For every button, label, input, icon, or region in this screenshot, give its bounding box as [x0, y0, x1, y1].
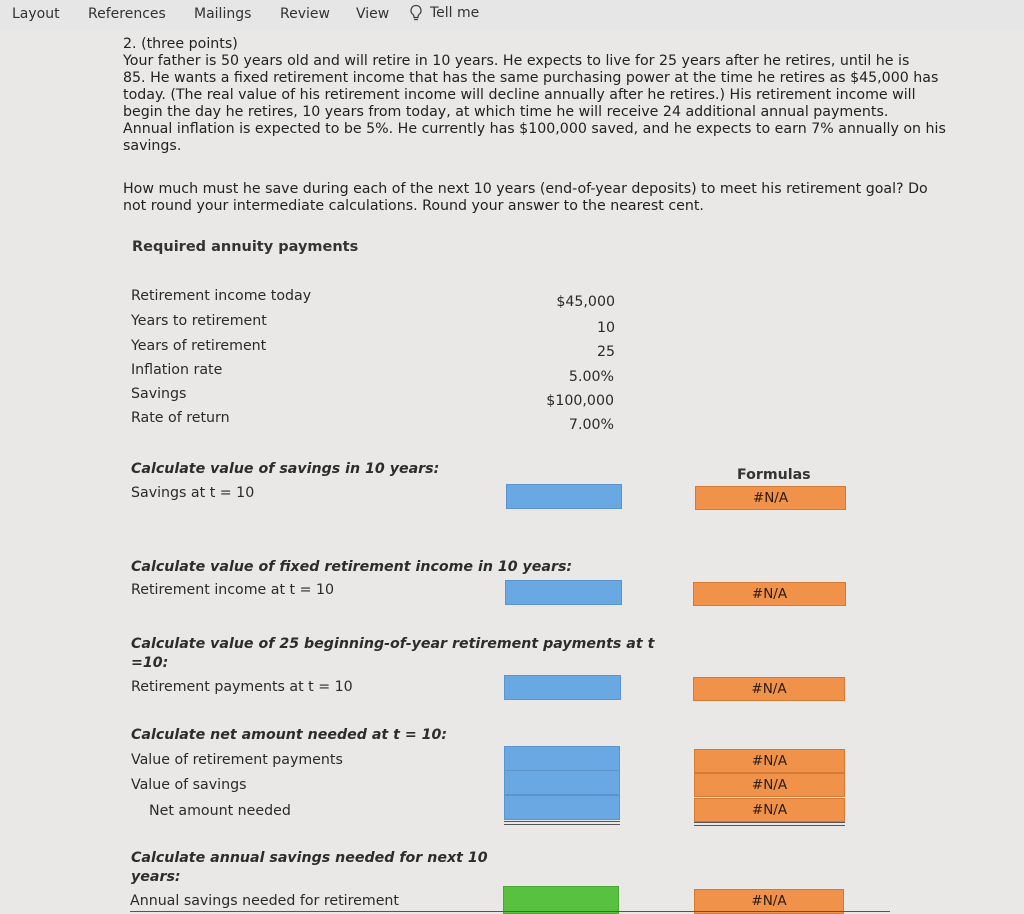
- value-retirement-payments-input-cell[interactable]: [504, 746, 620, 771]
- input-label: Inflation rate: [131, 362, 223, 378]
- section-heading-savings: Calculate value of savings in 10 years:: [131, 461, 440, 477]
- section-heading-net-amount: Calculate net amount needed at t = 10:: [131, 727, 448, 743]
- double-underline: [694, 825, 845, 826]
- question-header: [123, 36, 238, 53]
- section-heading-annual-savings: Calculate annual savings needed for next 10: [131, 850, 488, 866]
- row-label-savings-t10: Savings at t = 10: [131, 485, 255, 501]
- row-label-value-savings: Value of savings: [131, 777, 247, 793]
- input-value-cell[interactable]: 5.00%: [568, 369, 614, 385]
- row-label-retirement-income-t10: Retirement income at t = 10: [131, 582, 335, 598]
- retirement-payments-t10-input-cell[interactable]: [504, 675, 621, 700]
- retirement-income-t10-input-cell[interactable]: [505, 580, 622, 605]
- tell-me-label: Tell me: [430, 5, 480, 21]
- formula-cell-retirement-payments-t10[interactable]: #N/A: [693, 677, 845, 701]
- input-value-cell[interactable]: 7.00%: [568, 417, 614, 433]
- tab-layout[interactable]: Layout: [12, 6, 60, 22]
- section-heading-retirement-payments: Calculate value of 25 beginning-of-year retirement payments at t: [131, 636, 655, 652]
- double-underline: [504, 821, 620, 822]
- section-heading-retirement-income: Calculate value of fixed retirement income in 10 years:: [131, 559, 573, 575]
- input-label: Savings: [131, 386, 187, 402]
- question-line: today. (The real value of his retirement income will decline annually after he retires.) His retirement income will: [123, 87, 916, 103]
- input-label: Rate of return: [131, 410, 230, 426]
- formula-cell-annual-savings-needed[interactable]: #N/A: [694, 889, 844, 914]
- question-line: savings.: [123, 138, 182, 154]
- sheet-title: Required annuity payments: [132, 239, 359, 255]
- section-heading-annual-savings-cont: years:: [131, 869, 181, 885]
- input-label: Years of retirement: [131, 338, 267, 354]
- value-savings-input-cell[interactable]: [504, 770, 620, 795]
- row-label-annual-savings-needed: Annual savings needed for retirement: [130, 893, 399, 909]
- row-label-retirement-payments-t10: Retirement payments at t = 10: [131, 679, 353, 695]
- row-label-net-amount-needed: Net amount needed: [149, 803, 291, 819]
- double-underline: [694, 822, 845, 823]
- question-prompt: [123, 181, 928, 215]
- input-label: Years to retirement: [131, 313, 267, 329]
- question-points: (three points): [141, 36, 238, 52]
- input-value-cell[interactable]: 10: [596, 320, 615, 336]
- tab-mailings[interactable]: Mailings: [194, 6, 252, 22]
- tab-view[interactable]: View: [356, 6, 390, 22]
- question-line: begin the day he retires, 10 years from today, at which time he will receive 24 additional annual payments.: [123, 104, 889, 120]
- formula-cell-savings-t10[interactable]: #N/A: [695, 486, 846, 510]
- input-value-cell[interactable]: 25: [596, 344, 615, 360]
- net-amount-needed-input-cell[interactable]: [504, 795, 620, 820]
- section-heading-retirement-payments-cont: =10:: [131, 655, 169, 671]
- question-line: Annual inflation is expected to be 5%. He currently has $100,000 saved, and he expects to earn 7% annually on his: [123, 121, 946, 137]
- input-value-cell[interactable]: $100,000: [546, 393, 614, 409]
- input-label: Retirement income today: [131, 288, 312, 304]
- prompt-line: How much must he save during each of the next 10 years (end-of-year deposits) to meet his retirement goal? Do: [123, 181, 928, 197]
- tab-references[interactable]: References: [88, 6, 166, 22]
- tab-review[interactable]: Review: [280, 6, 330, 22]
- double-underline: [504, 824, 620, 825]
- formula-cell-value-savings[interactable]: #N/A: [694, 773, 845, 797]
- question-body: [123, 53, 946, 155]
- formulas-header: Formulas: [737, 467, 811, 483]
- prompt-line: not round your intermediate calculations. Round your answer to the nearest cent.: [123, 198, 704, 214]
- question-line: Your father is 50 years old and will retire in 10 years. He expects to live for 25 years after he retires, until he is: [123, 53, 910, 69]
- question-line: 85. He wants a fixed retirement income that has the same purchasing power at the time he retires as $45,000 has: [123, 70, 939, 86]
- bottom-border: [130, 911, 890, 912]
- question-number: 2.: [123, 36, 137, 52]
- formula-cell-value-retirement-payments[interactable]: #N/A: [694, 749, 845, 773]
- annual-savings-answer-cell[interactable]: [503, 886, 619, 914]
- row-label-value-retirement-payments: Value of retirement payments: [131, 752, 343, 768]
- savings-t10-input-cell[interactable]: [506, 484, 622, 509]
- input-value-cell[interactable]: $45,000: [556, 294, 615, 310]
- formula-cell-net-amount-needed[interactable]: #N/A: [694, 798, 845, 822]
- formula-cell-retirement-income-t10[interactable]: #N/A: [693, 582, 846, 606]
